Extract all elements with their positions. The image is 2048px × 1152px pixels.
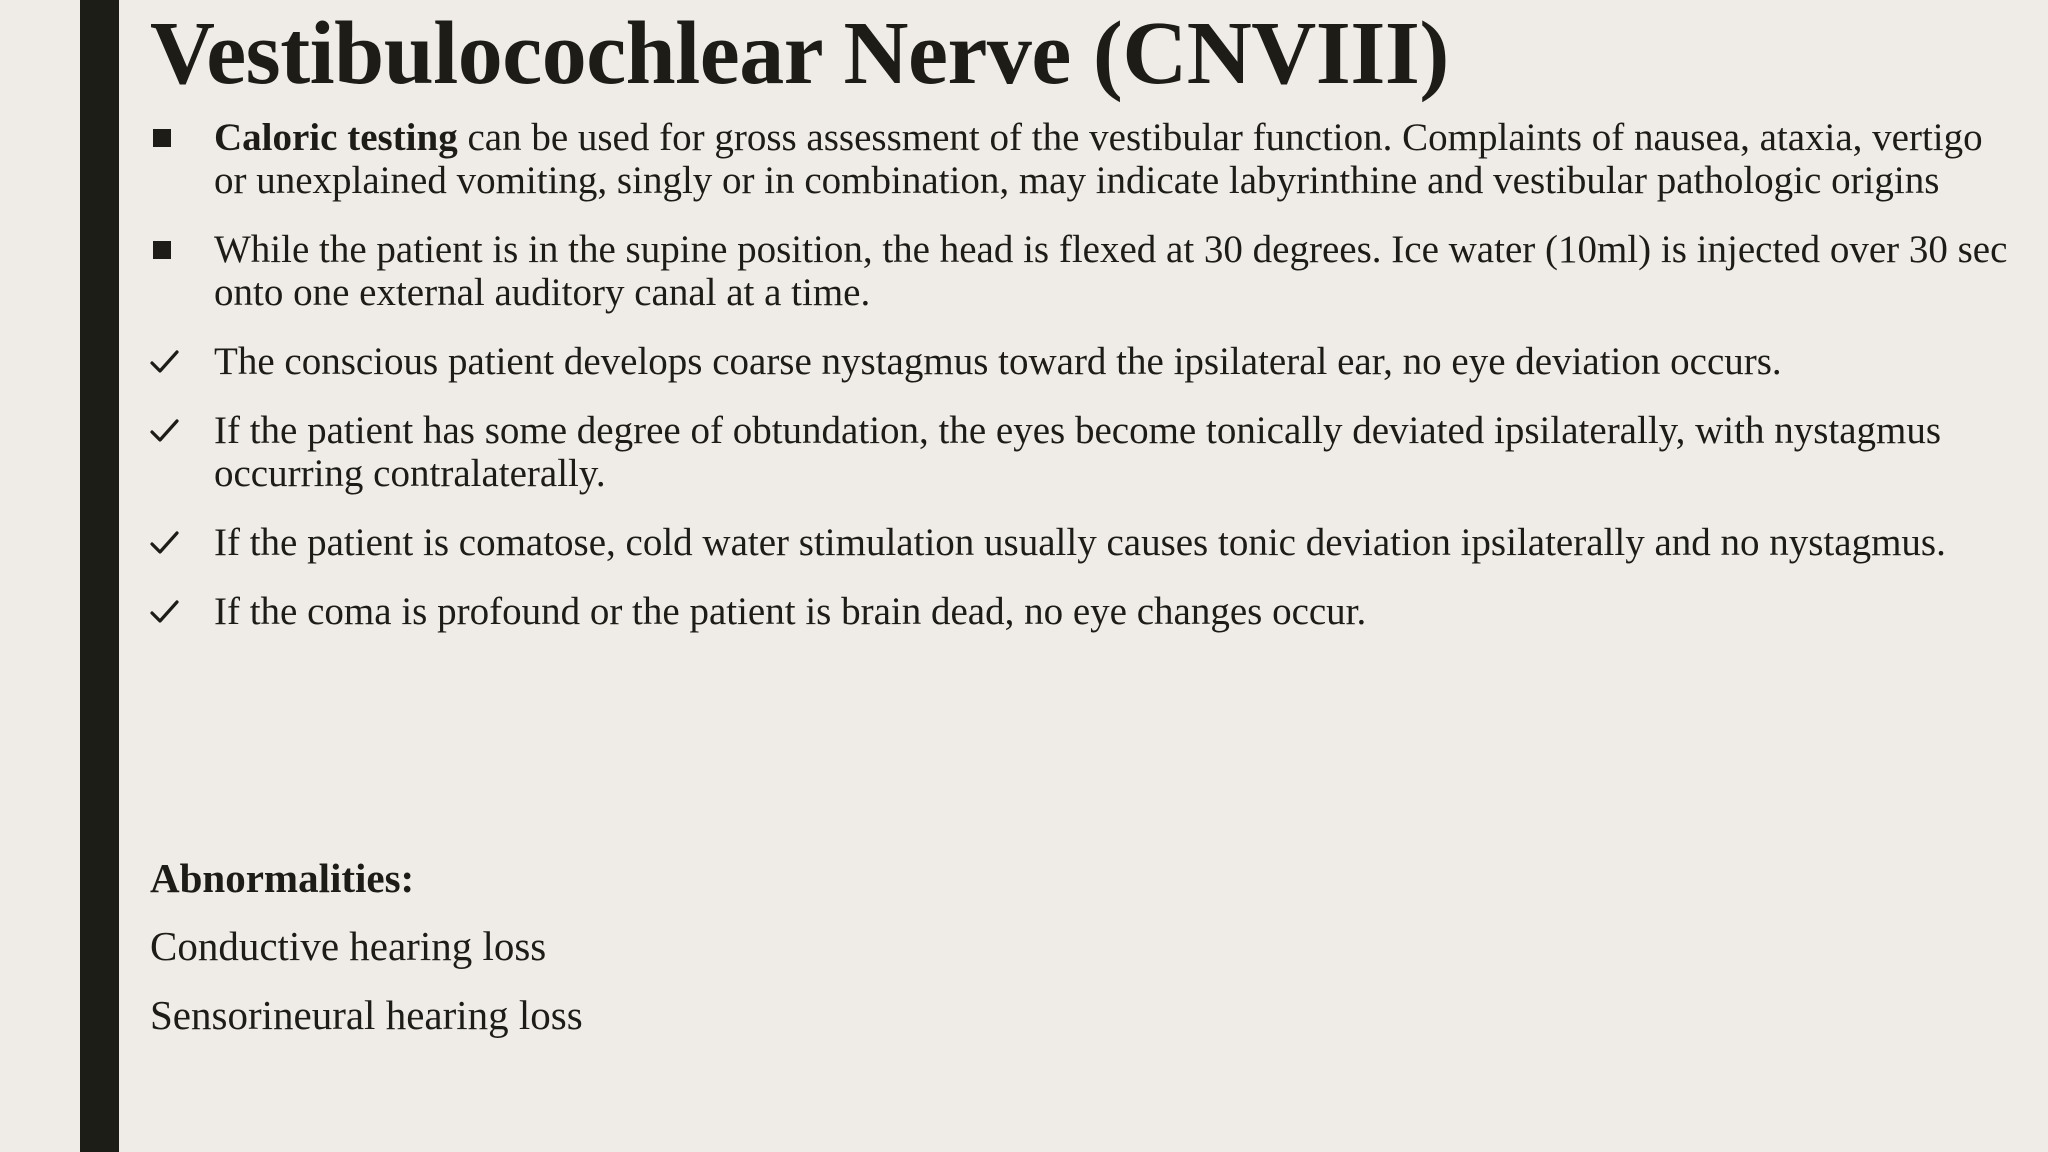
bullet-item	[150, 228, 2010, 314]
abnormality-item: Conductive hearing loss	[150, 923, 547, 969]
bullet-item	[150, 409, 2010, 495]
abnormality-item: Sensorineural hearing loss	[150, 992, 583, 1038]
square-bullet-icon	[150, 116, 190, 159]
square-bullet-icon	[150, 228, 190, 271]
check-bullet-icon	[150, 590, 190, 633]
bullet-item	[150, 116, 2010, 202]
bullet-text: While the patient is in the supine position, the head is flexed at 30 degrees. Ice water (10ml) is injected over 30 sec onto one external auditory canal at a time.	[214, 228, 2008, 314]
bullet-text: If the patient has some degree of obtundation, the eyes become tonically deviated ipsilaterally, with nystagmus occurring contralaterally.	[214, 409, 1942, 495]
bullet-text: can be used for gross assessment of the vestibular function. Complaints of nausea, ataxia, vertigo or unexplained vomiting, singly or in combination, may indicate labyrinthine and vestibular pathologic origins	[214, 116, 1983, 202]
accent-bar	[80, 0, 119, 1152]
bullet-lead: Caloric testing	[214, 116, 458, 159]
bullet-item	[150, 590, 2010, 633]
bullet-item	[150, 521, 2010, 564]
abnormalities-heading: Abnormalities:	[150, 855, 415, 901]
bullet-text: The conscious patient develops coarse nystagmus toward the ipsilateral ear, no eye deviation occurs.	[214, 340, 1782, 383]
abnormalities-section	[150, 850, 1950, 1056]
bullet-text: If the coma is profound or the patient is brain dead, no eye changes occur.	[214, 590, 1367, 633]
slide-title: Vestibulocochlear Nerve (CNVIII)	[150, 4, 1449, 103]
check-bullet-icon	[150, 340, 190, 383]
bullet-list	[150, 116, 2010, 659]
bullet-item	[150, 340, 2010, 383]
bullet-text: If the patient is comatose, cold water stimulation usually causes tonic deviation ipsilaterally and no nystagmus.	[214, 521, 1946, 564]
check-bullet-icon	[150, 409, 190, 452]
check-bullet-icon	[150, 521, 190, 564]
